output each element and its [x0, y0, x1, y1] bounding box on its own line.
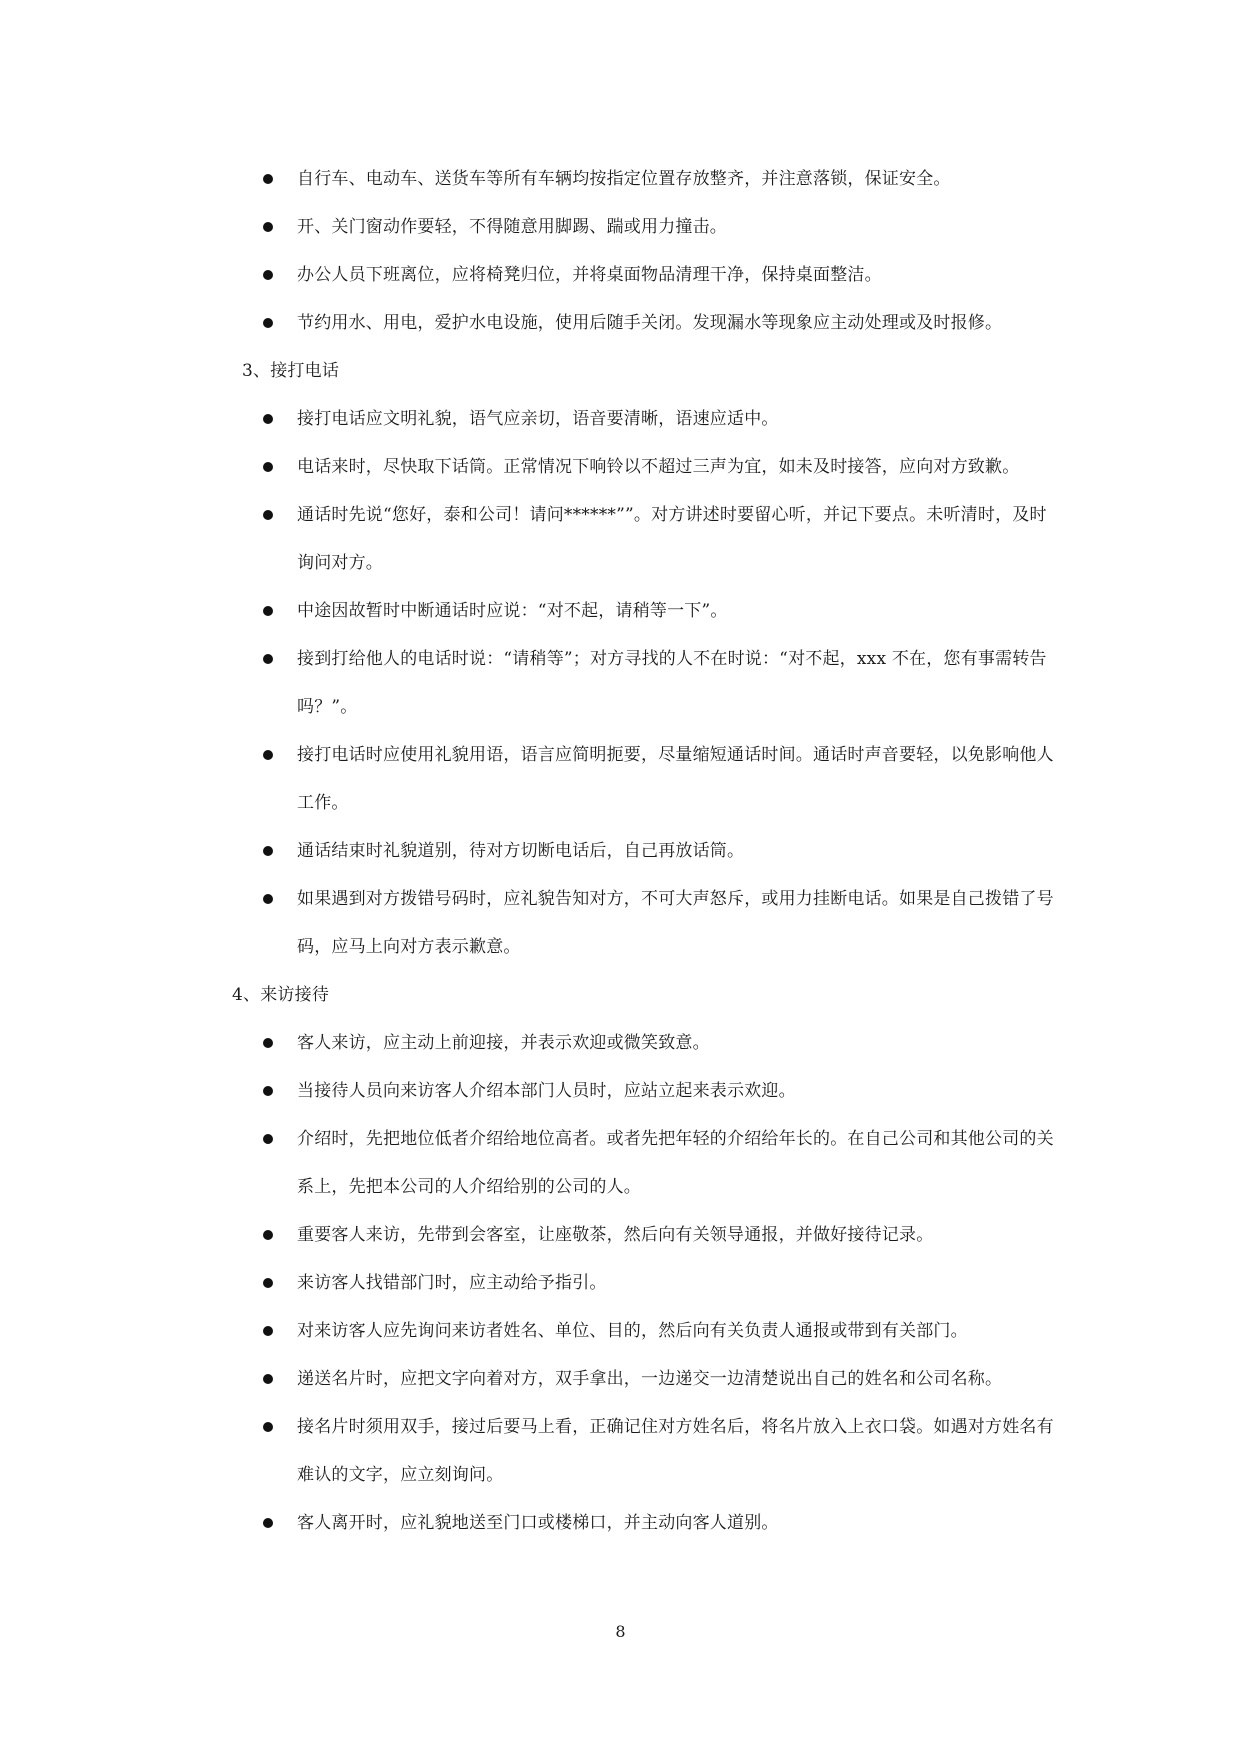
list-item-text: 来访客人找错部门时，应主动给予指引。 [297, 1273, 607, 1293]
page-number: 8 [615, 1622, 626, 1641]
bullet-icon [263, 750, 273, 760]
bullet-icon [263, 846, 273, 856]
list-item-text: 通话时先说“您好，泰和公司！请问******””。对方讲述时要留心听，并记下要点。未听清时，及时询问对方。 [297, 505, 1047, 573]
list-item-text: 接到打给他人的电话时说：“请稍等”；对方寻找的人不在时说：“对不起，xxx 不在，您有事需转告吗？”。 [297, 649, 1047, 717]
bullet-icon [263, 222, 273, 232]
section-heading-visitors: 4、来访接待 [232, 985, 330, 1005]
list-item [232, 1211, 1062, 1259]
list-item [232, 1307, 1062, 1355]
list-item-text: 接打电话应文明礼貌，语气应亲切，语音要清晰，语速应适中。 [297, 409, 779, 429]
bullet-icon [263, 654, 273, 664]
list-item-text: 节约用水、用电，爱护水电设施，使用后随手关闭。发现漏水等现象应主动处理或及时报修。 [297, 313, 1003, 333]
list-item [232, 1115, 1062, 1211]
bullet-icon [263, 1278, 273, 1288]
list-item [232, 1019, 1062, 1067]
bullet-icon [263, 318, 273, 328]
bullet-icon [263, 462, 273, 472]
list-item-text: 电话来时，尽快取下话筒。正常情况下响铃以不超过三声为宜，如未及时接答，应向对方致歉。 [297, 457, 1020, 477]
bullet-icon [263, 1422, 273, 1432]
list-item-text: 对来访客人应先询问来访者姓名、单位、目的，然后向有关负责人通报或带到有关部门。 [297, 1321, 968, 1341]
list-item-text: 中途因故暂时中断通话时应说：“对不起，请稍等一下”。 [297, 601, 728, 621]
list-item [232, 491, 1062, 587]
list-item-text: 客人离开时，应礼貌地送至门口或楼梯口，并主动向客人道别。 [297, 1513, 779, 1533]
bullet-icon [263, 1086, 273, 1096]
list-item [232, 731, 1062, 827]
list-item [232, 251, 1062, 299]
list-item-text: 通话结束时礼貌道别，待对方切断电话后，自己再放话筒。 [297, 841, 745, 861]
list-item-text: 开、关门窗动作要轻，不得随意用脚踢、踹或用力撞击。 [297, 217, 727, 237]
bullet-icon [263, 270, 273, 280]
list-item [232, 587, 1062, 635]
page-content [232, 155, 1062, 1547]
list-item [232, 1355, 1062, 1403]
list-item [232, 155, 1062, 203]
list-item [232, 299, 1062, 347]
bullet-icon [263, 510, 273, 520]
bullet-icon [263, 1518, 273, 1528]
list-item [232, 635, 1062, 731]
bullet-icon [263, 1230, 273, 1240]
list-item-text: 办公人员下班离位，应将椅凳归位，并将桌面物品清理干净，保持桌面整洁。 [297, 265, 882, 285]
bullet-icon [263, 894, 273, 904]
list-item-text: 当接待人员向来访客人介绍本部门人员时，应站立起来表示欢迎。 [297, 1081, 796, 1101]
list-item [232, 875, 1062, 971]
list-item [232, 1403, 1062, 1499]
list-item-text: 接打电话时应使用礼貌用语，语言应简明扼要，尽量缩短通话时间。通话时声音要轻，以免影响他人工作。 [297, 745, 1054, 813]
bullet-icon [263, 1134, 273, 1144]
list-item [232, 395, 1062, 443]
bullet-icon [263, 1038, 273, 1048]
list-item [232, 203, 1062, 251]
list-item-text: 重要客人来访，先带到会客室，让座敬茶，然后向有关领导通报，并做好接待记录。 [297, 1225, 934, 1245]
bullet-icon [263, 1374, 273, 1384]
list-item-text: 如果遇到对方拨错号码时，应礼貌告知对方，不可大声怒斥，或用力挂断电话。如果是自己拨错了号码，应马上向对方表示歉意。 [297, 889, 1054, 957]
list-item [232, 827, 1062, 875]
list-item-text: 介绍时，先把地位低者介绍给地位高者。或者先把年轻的介绍给年长的。在自己公司和其他公司的关系上，先把本公司的人介绍给别的公司的人。 [297, 1129, 1054, 1197]
section-heading-phone: 3、接打电话 [242, 361, 340, 381]
list-item-text: 自行车、电动车、送货车等所有车辆均按指定位置存放整齐，并注意落锁，保证安全。 [297, 169, 951, 189]
bullet-icon [263, 1326, 273, 1336]
list-item [232, 443, 1062, 491]
list-item [232, 1499, 1062, 1547]
list-item [232, 1259, 1062, 1307]
list-item-text: 客人来访，应主动上前迎接，并表示欢迎或微笑致意。 [297, 1033, 710, 1053]
bullet-icon [263, 414, 273, 424]
bullet-icon [263, 174, 273, 184]
list-item [232, 1067, 1062, 1115]
bullet-icon [263, 606, 273, 616]
list-item-text: 递送名片时，应把文字向着对方，双手拿出，一边递交一边清楚说出自己的姓名和公司名称。 [297, 1369, 1003, 1389]
list-item-text: 接名片时须用双手，接过后要马上看，正确记住对方姓名后，将名片放入上衣口袋。如遇对方姓名有难认的文字，应立刻询问。 [297, 1417, 1054, 1485]
